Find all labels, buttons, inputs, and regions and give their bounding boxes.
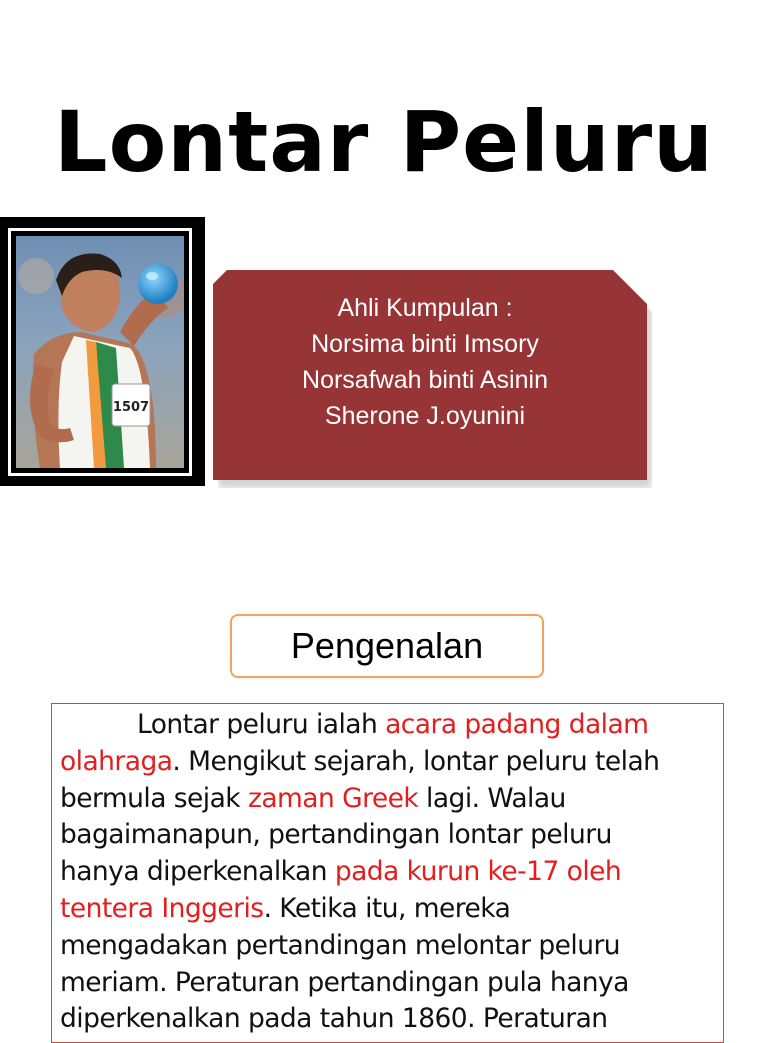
page-title: Lontar Peluru xyxy=(54,93,714,191)
highlighted-text: pada kurun ke-17 oleh xyxy=(334,856,622,888)
body-text: bagaimanapun, pertandingan lontar peluru xyxy=(60,819,612,851)
body-text: mengadakan pertandingan melontar peluru xyxy=(60,929,621,961)
body-text: meriam. Peraturan pertandingan pula hanya xyxy=(60,966,629,998)
intro-line xyxy=(60,707,726,744)
body-text: Lontar peluru ialah xyxy=(137,709,386,740)
intro-line xyxy=(60,817,726,854)
intro-line xyxy=(60,891,726,928)
intro-paragraph xyxy=(60,707,726,1038)
highlighted-text: tentera Inggeris xyxy=(60,892,264,924)
member-name: Sherone J.oyunini xyxy=(324,402,526,430)
intro-line xyxy=(60,1001,726,1038)
member-name: Norsima binti Imsory xyxy=(311,330,539,358)
shot-put-athlete-photo xyxy=(16,236,184,468)
body-text: . Mengikut sejarah, lontar peluru telah xyxy=(172,745,660,777)
members-list xyxy=(213,290,637,434)
members-heading: Ahli Kumpulan : xyxy=(337,294,513,322)
intro-line xyxy=(60,965,726,1002)
body-text: hanya diperkenalkan xyxy=(60,856,335,888)
intro-line xyxy=(60,781,726,818)
intro-line xyxy=(60,928,726,965)
intro-line xyxy=(60,854,726,891)
photo-border xyxy=(8,228,192,476)
body-text: . Ketika itu, mereka xyxy=(263,892,511,924)
highlighted-text: zaman Greek xyxy=(247,782,419,814)
photo-frame xyxy=(0,217,205,486)
svg-text:1507: 1507 xyxy=(112,400,150,415)
body-text: diperkenalkan pada tahun 1860. Peraturan xyxy=(60,1003,608,1035)
section-heading: Pengenalan xyxy=(290,625,484,666)
highlighted-text: olahraga xyxy=(60,745,173,777)
body-text: lagi. Walau xyxy=(418,782,566,814)
intro-line xyxy=(60,744,726,781)
body-text: bermula sejak xyxy=(60,782,248,814)
member-name: Norsafwah binti Asinin xyxy=(302,366,548,394)
highlighted-text: acara padang dalam xyxy=(385,709,649,740)
